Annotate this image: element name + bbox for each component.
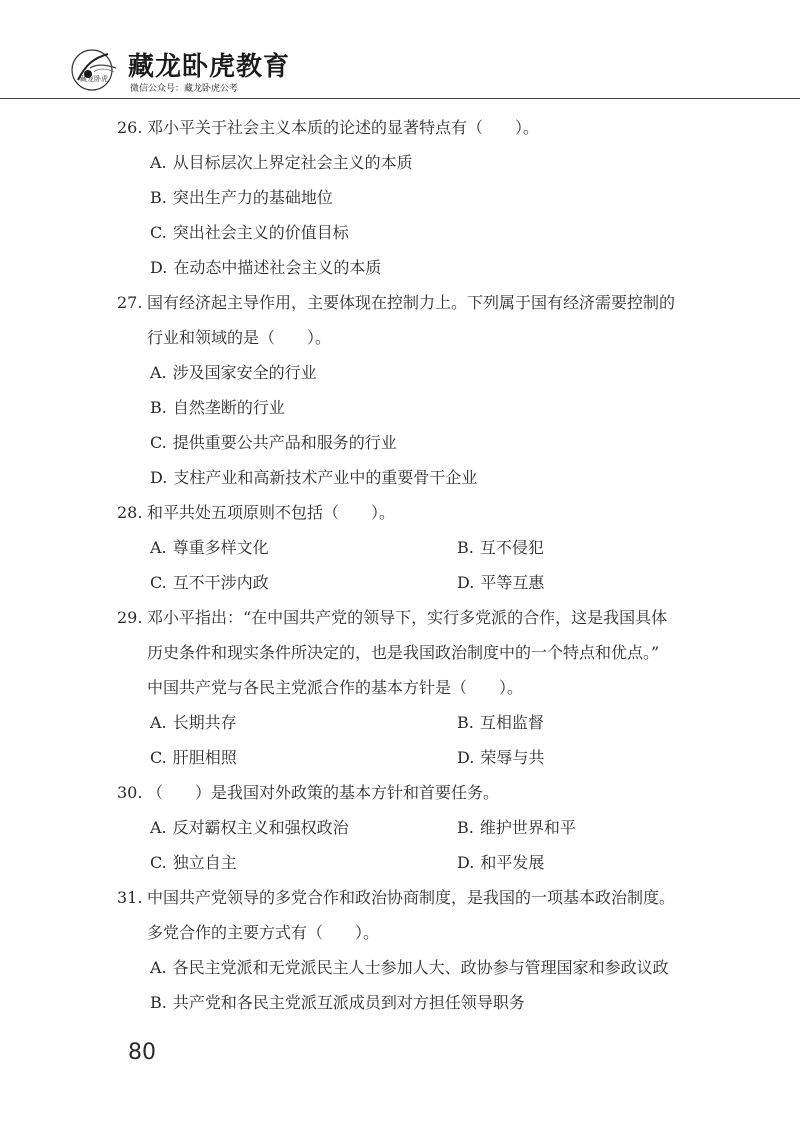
question-number: 31.	[117, 888, 143, 907]
option-letter: A.	[150, 713, 167, 732]
option-letter: B.	[150, 398, 167, 417]
question-number: 30.	[117, 783, 143, 802]
option-c	[0, 425, 800, 460]
option-text: 共产党和各民主党派互派成员到对方担任领导职务	[172, 993, 525, 1012]
option-text: 自然垄断的行业	[172, 398, 285, 417]
option-letter: D.	[457, 748, 475, 767]
option-letter: D.	[150, 258, 168, 277]
page-header	[0, 0, 800, 100]
option-row	[0, 705, 800, 740]
option-letter: B.	[150, 188, 167, 207]
option-text: 维护世界和平	[479, 818, 576, 837]
header-divider	[0, 98, 800, 99]
question-stem	[0, 600, 800, 635]
crane-logo-icon	[68, 46, 124, 92]
option-c	[150, 845, 237, 880]
question-stem-continued: 中国共产党与各民主党派合作的基本方针是（ ）。	[147, 678, 524, 697]
option-text: 互不侵犯	[479, 538, 544, 557]
option-a	[150, 530, 269, 565]
option-text: 互不干涉内政	[172, 573, 269, 592]
option-text: 提供重要公共产品和服务的行业	[172, 433, 397, 452]
option-text: 长期共存	[172, 713, 237, 732]
option-text: 和平发展	[480, 853, 545, 872]
option-c	[0, 215, 800, 250]
question-list	[0, 110, 800, 1020]
option-d	[0, 250, 800, 285]
question-31	[0, 880, 800, 1020]
option-b	[0, 180, 800, 215]
question-29	[0, 600, 800, 775]
option-letter: C.	[150, 573, 167, 592]
option-text: 互相监督	[479, 713, 544, 732]
option-b	[457, 810, 576, 845]
option-d	[457, 740, 544, 775]
option-text: 在动态中描述社会主义的本质	[173, 258, 382, 277]
option-text: 各民主党派和无党派民主人士参加人大、政协参与管理国家和参政议政	[172, 958, 669, 977]
option-letter: B.	[150, 993, 167, 1012]
option-c	[150, 740, 237, 775]
option-text: 突出生产力的基础地位	[172, 188, 333, 207]
option-letter: A.	[150, 818, 167, 837]
question-26	[0, 110, 800, 285]
option-letter: D.	[150, 468, 168, 487]
option-text: 荣辱与共	[480, 748, 545, 767]
option-letter: D.	[457, 853, 475, 872]
option-letter: A.	[150, 153, 167, 172]
question-stem-continued: 行业和领域的是（ ）。	[147, 328, 332, 347]
logo-subtext: 藏龙卧虎	[80, 75, 108, 83]
option-letter: C.	[150, 748, 167, 767]
option-a	[150, 810, 349, 845]
question-stem	[0, 285, 800, 320]
question-stem-text: 中国共产党领导的多党合作和政治协商制度，是我国的一项基本政治制度。	[147, 888, 676, 907]
option-text: 肝胆相照	[172, 748, 237, 767]
option-row	[0, 740, 800, 775]
option-b	[457, 530, 544, 565]
option-b	[457, 705, 544, 740]
option-row	[0, 845, 800, 880]
option-letter: B.	[457, 713, 474, 732]
option-text: 支柱产业和高新技术产业中的重要骨干企业	[173, 468, 478, 487]
option-letter: C.	[150, 853, 167, 872]
option-d	[457, 565, 544, 600]
option-b	[0, 985, 800, 1020]
question-stem	[0, 110, 800, 145]
option-letter: D.	[457, 573, 475, 592]
option-letter: A.	[150, 363, 167, 382]
option-text: 尊重多样文化	[172, 538, 269, 557]
question-number: 29.	[117, 608, 143, 627]
option-a	[150, 705, 237, 740]
question-number: 28.	[117, 503, 143, 522]
option-text: 反对霸权主义和强权政治	[172, 818, 349, 837]
question-stem-text: 邓小平指出：“在中国共产党的领导下，实行多党派的合作，这是我国具体	[147, 608, 668, 627]
option-text: 独立自主	[172, 853, 237, 872]
option-a	[0, 950, 800, 985]
option-d	[457, 845, 544, 880]
option-text: 从目标层次上界定社会主义的本质	[172, 153, 413, 172]
page-number: 80	[128, 1040, 156, 1065]
question-stem-text: 邓小平关于社会主义本质的论述的显著特点有（ ）。	[147, 118, 540, 137]
option-text: 涉及国家安全的行业	[172, 363, 317, 382]
question-28	[0, 495, 800, 600]
question-stem-text: 和平共处五项原则不包括（ ）。	[147, 503, 396, 522]
question-stem-text: 国有经济起主导作用，主要体现在控制力上。下列属于国有经济需要控制的	[147, 293, 676, 312]
option-letter: B.	[457, 818, 474, 837]
option-row	[0, 530, 800, 565]
option-a	[0, 355, 800, 390]
question-stem-continued: 多党合作的主要方式有（ ）。	[147, 923, 380, 942]
question-stem-text: （ ）是我国对外政策的基本方针和首要任务。	[147, 783, 500, 802]
option-b	[0, 390, 800, 425]
brand-subtitle: 微信公众号：藏龙卧虎公考	[130, 84, 239, 94]
question-number: 26.	[117, 118, 143, 137]
question-27	[0, 285, 800, 495]
option-letter: B.	[457, 538, 474, 557]
option-d	[0, 460, 800, 495]
question-stem	[0, 880, 800, 915]
brand-name: 藏龙卧虎教育	[128, 52, 291, 82]
option-letter: C.	[150, 433, 167, 452]
option-text: 突出社会主义的价值目标	[172, 223, 349, 242]
option-letter: A.	[150, 958, 167, 977]
question-stem	[0, 775, 800, 810]
question-stem	[0, 495, 800, 530]
option-row	[0, 810, 800, 845]
option-c	[150, 565, 269, 600]
option-text: 平等互惠	[480, 573, 545, 592]
question-stem-continued: 历史条件和现实条件所决定的，也是我国政治制度中的一个特点和优点。”	[147, 643, 660, 662]
question-number: 27.	[117, 293, 143, 312]
option-a	[0, 145, 800, 180]
option-row	[0, 565, 800, 600]
option-letter: A.	[150, 538, 167, 557]
option-letter: C.	[150, 223, 167, 242]
question-30	[0, 775, 800, 880]
